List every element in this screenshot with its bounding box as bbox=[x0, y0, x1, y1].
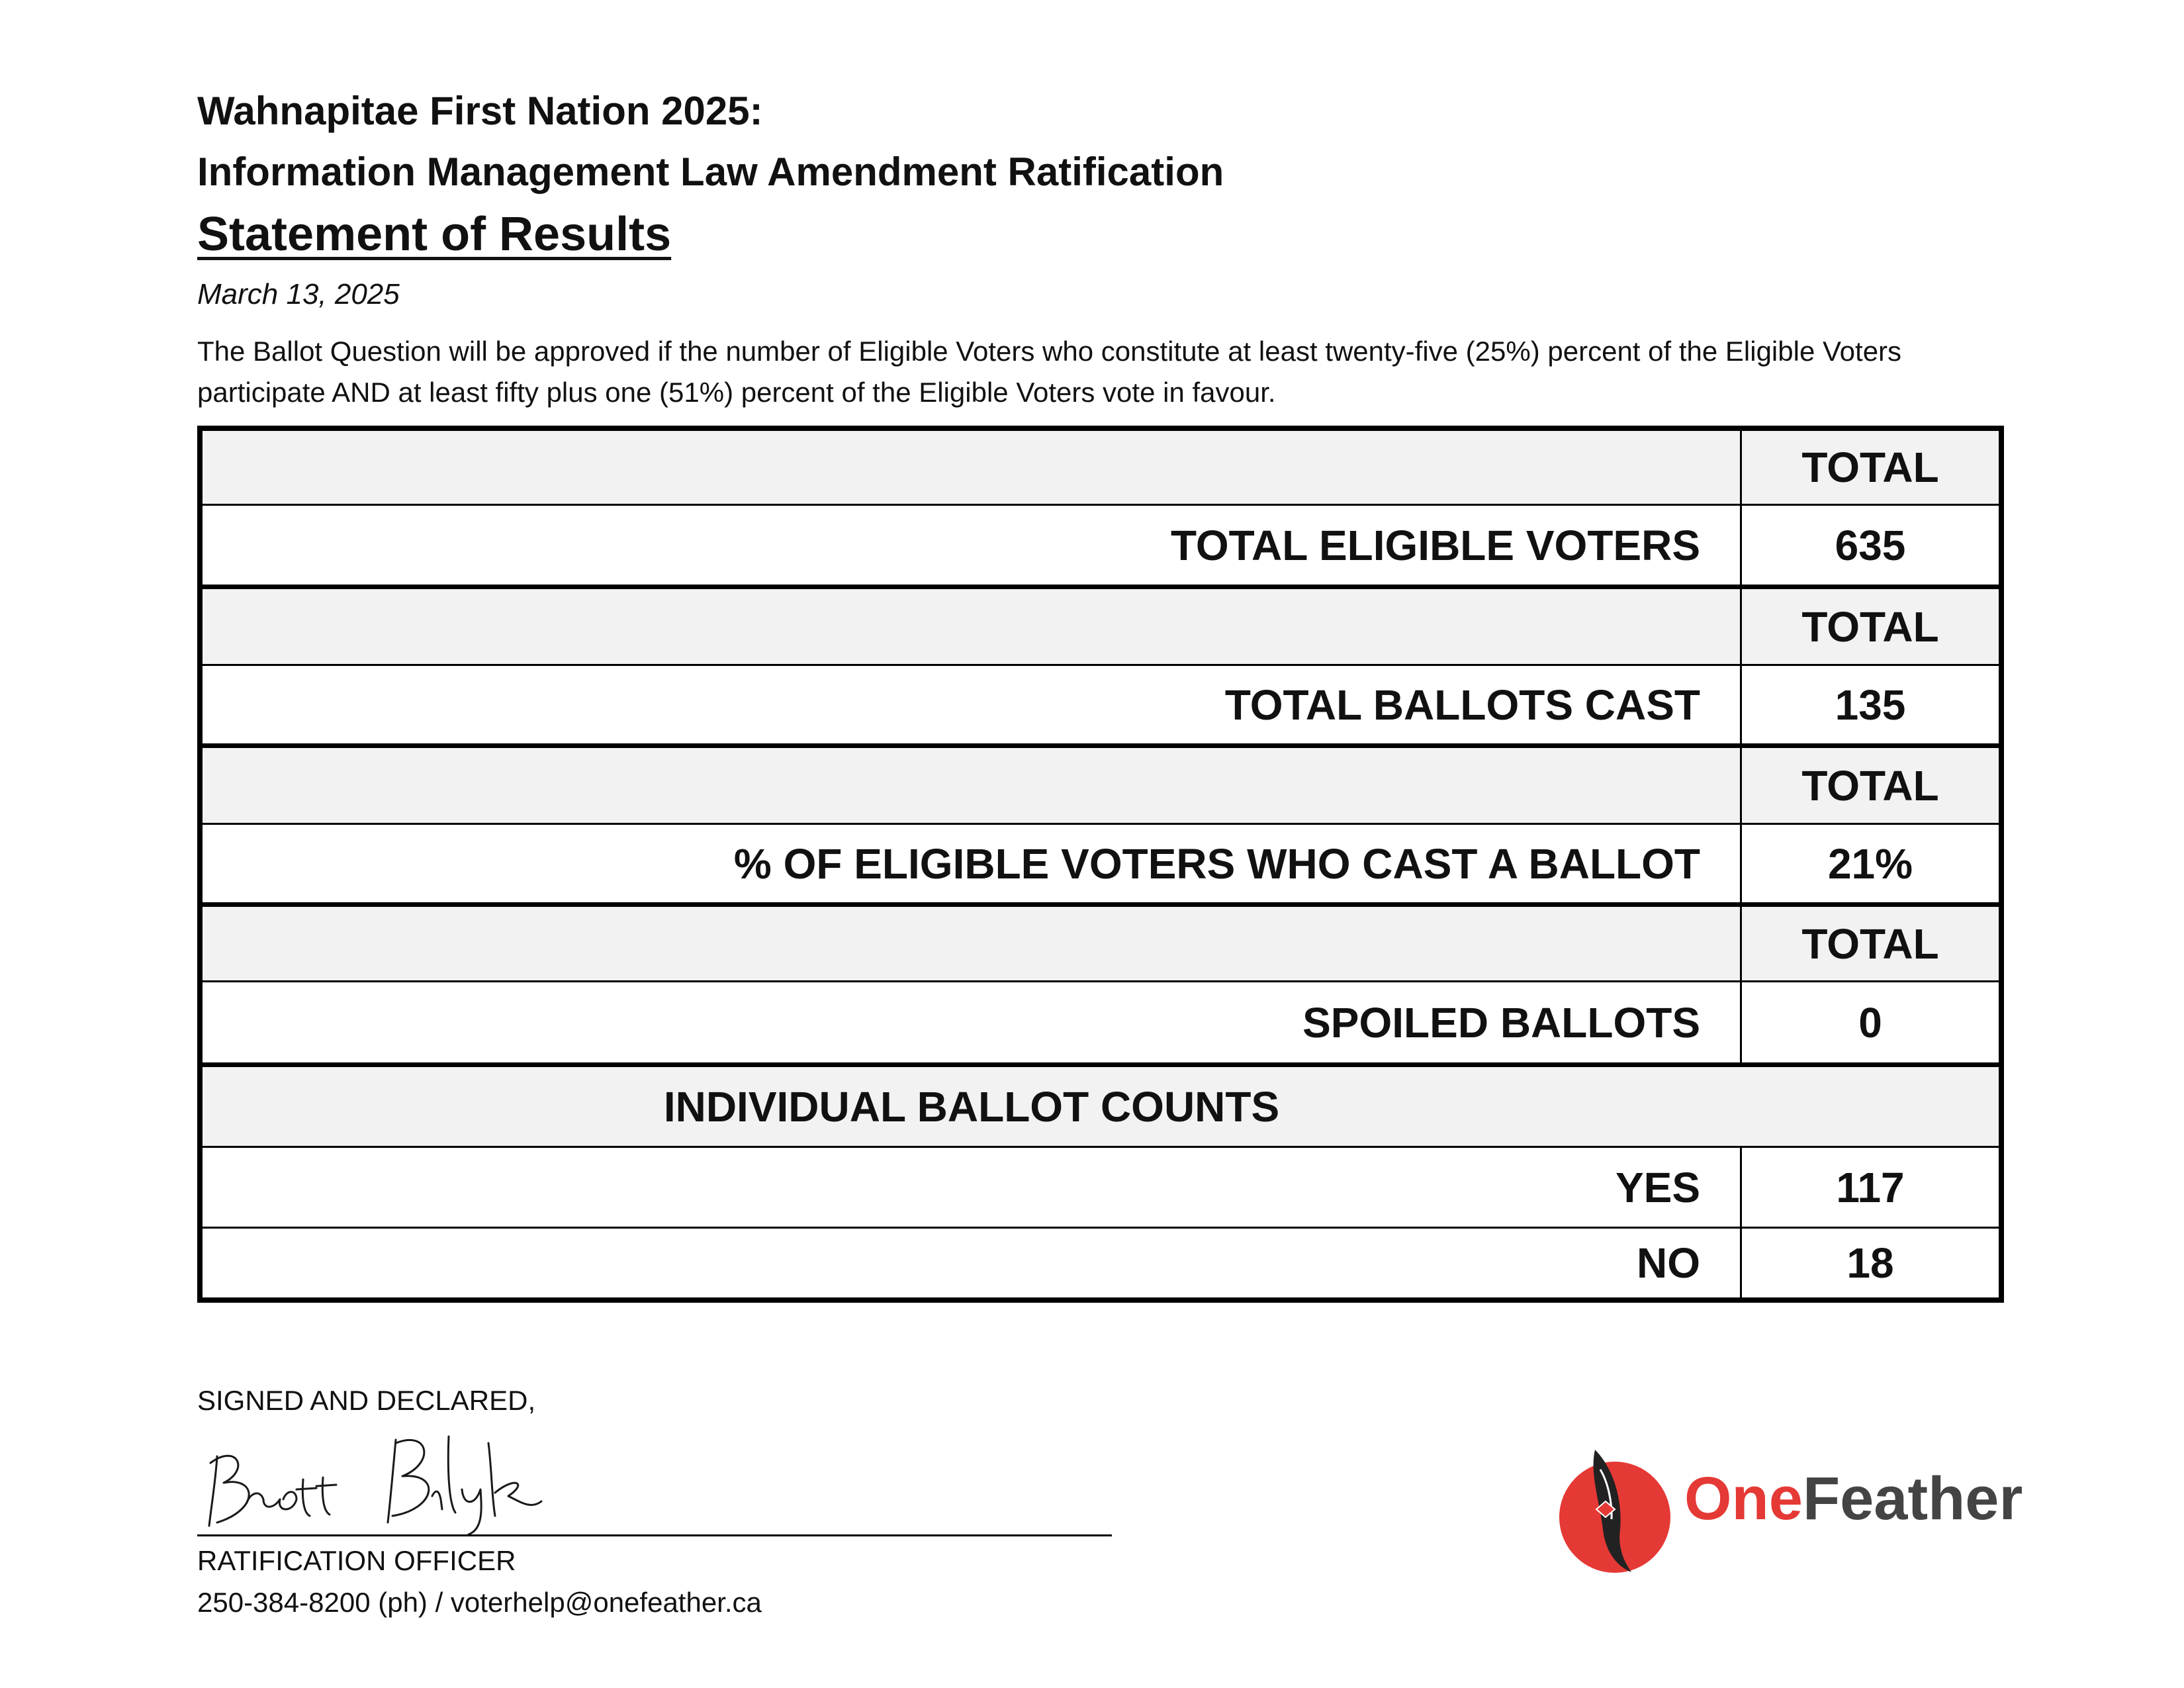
table-row bbox=[203, 980, 1999, 1062]
total-header: TOTAL bbox=[1740, 748, 1999, 823]
feather-logo-icon bbox=[1549, 1443, 1681, 1575]
page-subtitle: Statement of Results bbox=[197, 208, 672, 261]
row-value: 117 bbox=[1740, 1148, 1999, 1227]
approval-rule-text: The Ballot Question will be approved if the number of Eligible Voters who constitute at least twenty-five (25%) percent of the Eligible Voters participate AND at least fifty plus one (51%) percent of the Eligible Voters vote in favour. bbox=[197, 336, 1902, 408]
table-header-row bbox=[203, 585, 1999, 664]
logo-text-feather: Feather bbox=[1802, 1465, 2023, 1532]
logo-wordmark bbox=[1684, 1465, 2023, 1532]
table-header-row bbox=[203, 431, 1999, 504]
table-header-row bbox=[203, 743, 1999, 823]
table-row bbox=[203, 1227, 1999, 1297]
results-table bbox=[197, 426, 2004, 1303]
onefeather-logo bbox=[1549, 1443, 2023, 1575]
signed-declared-text: SIGNED AND DECLARED, bbox=[197, 1385, 536, 1416]
officer-title: RATIFICATION OFFICER bbox=[197, 1545, 516, 1576]
table-row bbox=[203, 504, 1999, 585]
total-header: TOTAL bbox=[1740, 431, 1999, 504]
row-label: TOTAL ELIGIBLE VOTERS bbox=[1170, 521, 1700, 569]
contact-info: 250-384-8200 (ph) / voterhelp@onefeather.ca bbox=[197, 1587, 762, 1618]
individual-header: INDIVIDUAL BALLOT COUNTS bbox=[663, 1082, 1280, 1131]
title-line-2: Information Management Law Amendment Ratification bbox=[197, 150, 1224, 194]
table-header-row bbox=[203, 902, 1999, 980]
signature-line bbox=[197, 1534, 1112, 1536]
row-value: 0 bbox=[1740, 982, 1999, 1062]
row-label: SPOILED BALLOTS bbox=[1302, 998, 1700, 1047]
row-label: % OF ELIGIBLE VOTERS WHO CAST A BALLOT bbox=[733, 839, 1700, 888]
logo-text-one: One bbox=[1684, 1465, 1803, 1532]
row-label: YES bbox=[1615, 1163, 1700, 1211]
title-line-1: Wahnapitae First Nation 2025: bbox=[197, 89, 763, 133]
row-label: TOTAL BALLOTS CAST bbox=[1224, 680, 1700, 729]
row-value: 135 bbox=[1740, 666, 1999, 743]
table-row bbox=[203, 823, 1999, 902]
signature bbox=[197, 1417, 568, 1536]
table-row bbox=[203, 664, 1999, 743]
row-label: NO bbox=[1637, 1239, 1700, 1287]
total-header: TOTAL bbox=[1740, 589, 1999, 664]
row-value: 21% bbox=[1740, 825, 1999, 902]
row-value: 18 bbox=[1740, 1229, 1999, 1297]
table-row bbox=[203, 1146, 1999, 1227]
individual-header-row bbox=[203, 1062, 1999, 1146]
total-header: TOTAL bbox=[1740, 907, 1999, 980]
statement-date: March 13, 2025 bbox=[197, 278, 400, 310]
row-value: 635 bbox=[1740, 506, 1999, 585]
